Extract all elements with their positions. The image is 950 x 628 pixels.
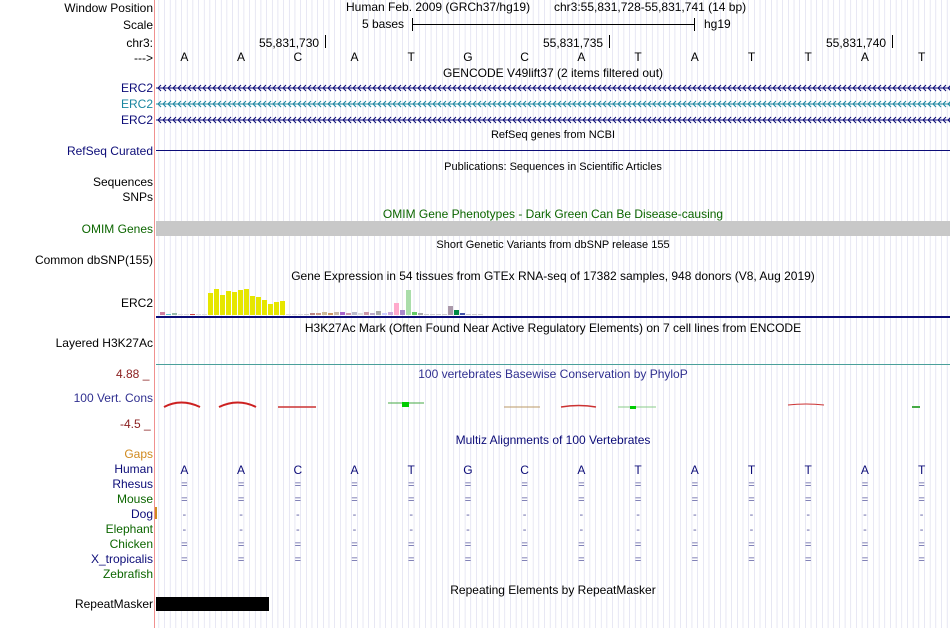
multiz-alignment-row: [156, 523, 950, 537]
coord-label-2: 55,831,735: [543, 36, 604, 50]
multiz-base: =: [691, 554, 698, 566]
multiz-species-label[interactable]: Human: [114, 462, 153, 476]
multiz-base: =: [691, 479, 698, 491]
gencode-item-label-1[interactable]: ERC2: [120, 81, 153, 95]
base-sequence-row: [156, 50, 950, 64]
refseq-track-label[interactable]: RefSeq Curated: [66, 144, 153, 158]
multiz-base: =: [351, 479, 358, 491]
refseq-track-title: RefSeq genes from NCBI: [490, 129, 616, 141]
multiz-base: =: [294, 554, 301, 566]
multiz-base: -: [692, 509, 697, 521]
multiz-base: =: [748, 494, 755, 506]
multiz-base: -: [749, 524, 754, 536]
multiz-base: -: [182, 524, 187, 536]
multiz-base: =: [464, 539, 472, 551]
base-letter: A: [577, 50, 586, 64]
multiz-base: =: [521, 554, 528, 566]
multiz-base: A: [237, 463, 246, 477]
window-position-value[interactable]: chr3:55,831,728-55,831,741 (14 bp): [554, 0, 747, 14]
multiz-base: =: [748, 479, 755, 491]
multiz-base: A: [860, 463, 869, 477]
multiz-base: =: [351, 494, 358, 506]
multiz-base: =: [464, 554, 472, 566]
multiz-base: =: [181, 494, 188, 506]
base-letter: T: [634, 50, 642, 64]
multiz-base: =: [407, 539, 415, 551]
multiz-base: =: [691, 539, 698, 551]
multiz-base: =: [804, 554, 812, 566]
repeatmasker-track-title: Repeating Elements by RepeatMasker: [450, 583, 656, 597]
multiz-alignment-row: [156, 568, 950, 582]
gencode-item-label-3[interactable]: ERC2: [120, 113, 153, 127]
base-letter: T: [407, 50, 415, 64]
multiz-base: =: [578, 479, 585, 491]
multiz-alignment-row: [156, 508, 950, 522]
omim-track-label[interactable]: OMIM Genes: [81, 222, 153, 236]
multiz-species-label[interactable]: Elephant: [105, 522, 153, 536]
phylop-max-label: 4.88 _: [116, 367, 150, 381]
phylop-min-label: -4.5 _: [120, 417, 151, 431]
omim-track-title: OMIM Gene Phenotypes - Dark Green Can Be Disease-causing: [382, 207, 724, 221]
scale-text: 5 bases: [362, 17, 405, 31]
multiz-base: =: [521, 479, 528, 491]
multiz-base: =: [407, 494, 415, 506]
multiz-base: -: [919, 509, 924, 521]
multiz-base: T: [917, 463, 926, 477]
multiz-base: -: [863, 509, 867, 521]
multiz-base: T: [747, 463, 756, 477]
multiz-base: -: [636, 524, 640, 536]
multiz-base: =: [521, 539, 528, 551]
multiz-base: =: [237, 539, 245, 551]
gencode-feature-3[interactable]: [156, 113, 950, 127]
multiz-base: =: [861, 554, 869, 566]
base-letter: A: [860, 50, 869, 64]
coord-tick-3: [892, 35, 893, 48]
multiz-base: =: [578, 554, 585, 566]
gtex-expression-bars[interactable]: [156, 283, 950, 319]
multiz-base: =: [748, 539, 755, 551]
multiz-base: -: [182, 509, 187, 521]
multiz-base: -: [466, 509, 470, 521]
multiz-base: =: [237, 494, 245, 506]
scale-bar: [412, 24, 695, 25]
chrom-label: chr3:: [126, 36, 153, 50]
multiz-alignment-row: [156, 538, 950, 552]
multiz-base: =: [464, 494, 472, 506]
assembly-title: Human Feb. 2009 (GRCh37/hg19): [346, 0, 531, 14]
multiz-alignment-row: [156, 478, 950, 492]
multiz-base: -: [239, 509, 243, 521]
multiz-base: -: [352, 524, 357, 536]
multiz-base: =: [804, 494, 812, 506]
multiz-base: =: [634, 494, 642, 506]
gencode-feature-2[interactable]: [156, 97, 950, 111]
multiz-base: A: [577, 463, 586, 477]
multiz-alignment-row: [156, 463, 950, 477]
multiz-base: -: [522, 509, 527, 521]
multiz-base: =: [578, 539, 585, 551]
multiz-track-title: Multiz Alignments of 100 Vertebrates: [455, 433, 651, 447]
multiz-base: G: [463, 463, 473, 477]
phylop-track-label[interactable]: 100 Vert. Cons: [73, 391, 153, 405]
multiz-base: -: [295, 524, 300, 536]
multiz-species-label[interactable]: Dog: [130, 507, 153, 521]
multiz-base: =: [918, 494, 925, 506]
gencode-feature-1[interactable]: [156, 81, 950, 95]
coord-label-1: 55,831,730: [259, 36, 320, 50]
multiz-base: =: [748, 554, 755, 566]
multiz-base: =: [294, 479, 301, 491]
multiz-base: -: [239, 524, 243, 536]
coord-tick-2: [609, 35, 610, 48]
base-letter: A: [180, 50, 189, 64]
scale-label: Scale: [122, 18, 153, 32]
h3k27ac-baseline: [156, 364, 950, 365]
gtex-track-title: Gene Expression in 54 tissues from GTEx RNA-seq of 17382 samples, 948 donors (V8, Aug 2019): [291, 269, 815, 283]
multiz-base: -: [409, 524, 414, 536]
scale-bar-left-tick: [412, 18, 413, 31]
coord-label-3: 55,831,740: [826, 36, 887, 50]
multiz-base: =: [634, 479, 642, 491]
base-letter: G: [463, 50, 473, 64]
multiz-base: -: [636, 509, 640, 521]
multiz-base: A: [690, 463, 699, 477]
multiz-species-label[interactable]: Chicken: [109, 537, 153, 551]
multiz-base: A: [350, 463, 359, 477]
multiz-base: =: [861, 479, 869, 491]
multiz-base: =: [407, 479, 415, 491]
dbsnp-track-label[interactable]: Common dbSNP(155): [34, 253, 153, 267]
multiz-alignment-row: [156, 493, 950, 507]
multiz-base: =: [861, 494, 869, 506]
multiz-base: C: [293, 463, 303, 477]
h3k27ac-track-label[interactable]: Layered H3K27Ac: [55, 336, 153, 350]
multiz-base: -: [466, 524, 470, 536]
multiz-base: -: [919, 524, 924, 536]
multiz-base: -: [579, 509, 584, 521]
gencode-item-label-2[interactable]: ERC2: [120, 97, 153, 111]
repeatmasker-track-label[interactable]: RepeatMasker: [74, 597, 153, 611]
multiz-alignment-row: [156, 553, 950, 567]
multiz-base: C: [520, 463, 529, 477]
multiz-base: =: [237, 479, 245, 491]
multiz-base: -: [409, 509, 414, 521]
multiz-base: =: [634, 539, 642, 551]
multiz-base: =: [918, 539, 925, 551]
base-letter: T: [804, 50, 812, 64]
multiz-base: =: [237, 554, 245, 566]
scale-bar-right-tick: [694, 18, 695, 31]
multiz-base: =: [634, 554, 642, 566]
multiz-species-label[interactable]: X_tropicalis: [90, 552, 153, 566]
multiz-gaps-label[interactable]: Gaps: [124, 447, 153, 461]
scale-db: hg19: [704, 17, 731, 31]
dbsnp-track-title: Short Genetic Variants from dbSNP release 155: [436, 239, 670, 251]
multiz-base: =: [804, 539, 812, 551]
multiz-base: -: [352, 509, 357, 521]
multiz-base: =: [521, 494, 528, 506]
multiz-base: =: [691, 494, 698, 506]
phylop-conservation-plot[interactable]: [156, 395, 950, 415]
multiz-base: -: [579, 524, 584, 536]
omim-feature-bar[interactable]: [156, 221, 950, 236]
base-letter: T: [917, 50, 926, 64]
multiz-base: =: [407, 554, 415, 566]
coord-tick-1: [325, 35, 326, 48]
refseq-feature-line[interactable]: [156, 150, 950, 151]
base-letter: T: [747, 50, 756, 64]
multiz-base: T: [634, 463, 642, 477]
publications-track-title: Publications: Sequences in Scientific Articles: [444, 161, 662, 173]
base-letter: A: [237, 50, 246, 64]
multiz-base: =: [294, 539, 301, 551]
multiz-base: -: [863, 524, 867, 536]
repeatmasker-feature[interactable]: [156, 597, 269, 611]
multiz-base: -: [806, 524, 811, 536]
multiz-base: =: [804, 479, 812, 491]
multiz-base: =: [351, 554, 358, 566]
multiz-base: T: [804, 463, 812, 477]
multiz-base: =: [464, 479, 472, 491]
multiz-base: -: [806, 509, 811, 521]
multiz-base: -: [295, 509, 300, 521]
base-letter: C: [293, 50, 303, 64]
multiz-species-label[interactable]: Zebrafish: [102, 567, 153, 581]
publications-snps-label[interactable]: SNPs: [122, 190, 153, 204]
base-letter: A: [690, 50, 699, 64]
base-letter: A: [350, 50, 359, 64]
multiz-base: =: [578, 494, 585, 506]
multiz-base: =: [918, 479, 925, 491]
dog-gap-marker: [155, 507, 157, 519]
multiz-base: =: [294, 494, 301, 506]
multiz-species-label[interactable]: Mouse: [116, 492, 153, 506]
strand-label: --->: [134, 51, 153, 65]
multiz-species-label[interactable]: Rhesus: [112, 477, 153, 491]
label-separator: [154, 0, 155, 628]
window-position-label: Window Position: [64, 1, 153, 15]
multiz-base: =: [181, 554, 188, 566]
multiz-base: T: [407, 463, 415, 477]
publications-sequences-label[interactable]: Sequences: [92, 175, 153, 189]
gtex-track-label[interactable]: ERC2: [120, 296, 153, 310]
base-letter: C: [520, 50, 529, 64]
phylop-track-title: 100 vertebrates Basewise Conservation by PhyloP: [418, 367, 688, 381]
multiz-base: =: [861, 539, 869, 551]
multiz-base: -: [749, 509, 754, 521]
multiz-base: -: [692, 524, 697, 536]
multiz-base: A: [180, 463, 189, 477]
multiz-base: =: [351, 539, 358, 551]
multiz-base: =: [181, 479, 188, 491]
h3k27ac-track-title: H3K27Ac Mark (Often Found Near Active Regulatory Elements) on 7 cell lines from ENCODE: [304, 321, 802, 335]
multiz-base: =: [918, 554, 925, 566]
multiz-base: -: [522, 524, 527, 536]
gencode-track-title: GENCODE V49lift37 (2 items filtered out): [442, 66, 664, 80]
multiz-base: =: [181, 539, 188, 551]
